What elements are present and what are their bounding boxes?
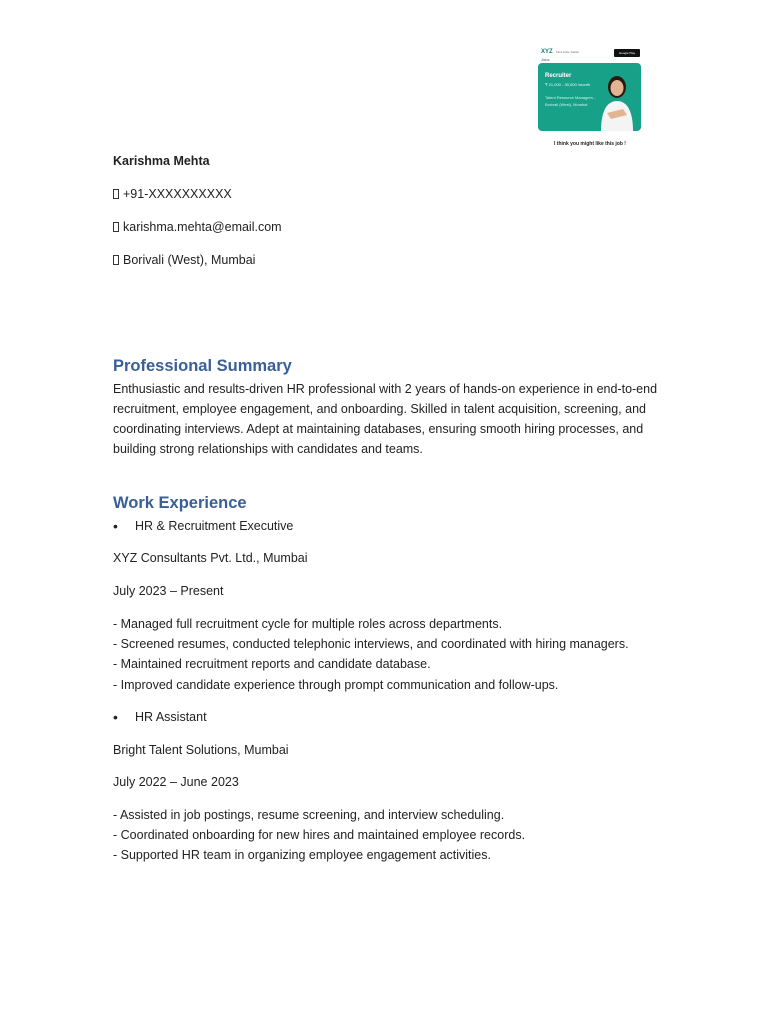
job-dates: July 2022 – June 2023 xyxy=(113,775,239,789)
job-duty: - Screened resumes, conducted telephonic interviews, and coordinated with hiring managers. xyxy=(113,637,629,652)
job-title: HR & Recruitment Executive xyxy=(135,519,294,533)
summary-text: Enthusiastic and results-driven HR professional with 2 years of hands-on experience in end-to-end recruitment, employee engagement, and onboarding. Skilled in talent acquisition, screening, and coordinating interviews. Adept at maintaining databases, ensuring smooth hiring processes, and building strong relationships with candidates and teams. xyxy=(113,382,658,456)
job-title-row xyxy=(113,516,513,536)
ad-job-card[interactable] xyxy=(538,63,641,131)
person-illustration-icon xyxy=(593,71,637,131)
job-company: XYZ Consultants Pvt. Ltd., Mumbai xyxy=(113,551,308,565)
email-icon xyxy=(113,222,119,232)
job-ad-banner[interactable] xyxy=(537,46,643,154)
job-duties-list xyxy=(113,614,629,695)
job-duty: - Assisted in job postings, resume screening, and interview scheduling. xyxy=(113,808,505,822)
location-icon xyxy=(113,255,119,265)
job-duty: - Coordinated onboarding for new hires and maintained employee records. xyxy=(113,828,526,843)
phone-icon xyxy=(113,189,119,199)
email-address[interactable]: karishma.mehta@email.com xyxy=(123,220,282,234)
phone-number: +91-XXXXXXXXXX xyxy=(123,187,232,201)
job-duty: - Managed full recruitment cycle for multiple roles across departments. xyxy=(113,617,503,631)
ad-job-location: Borivali (West), Mumbai xyxy=(545,102,588,107)
ad-logo xyxy=(541,49,553,63)
ad-job-title: Recruiter xyxy=(545,73,572,79)
candidate-name: Karishma Mehta xyxy=(113,154,210,168)
bullet-icon: • xyxy=(113,709,118,725)
ad-tagline: Find Jobs, Faster xyxy=(556,50,580,54)
job-title-row xyxy=(113,707,513,727)
job-company: Bright Talent Solutions, Mumbai xyxy=(113,743,289,757)
ad-logo-sub: Jobs xyxy=(541,57,550,62)
job-duty: - Maintained recruitment reports and candidate database. xyxy=(113,657,431,672)
job-dates: July 2023 – Present xyxy=(113,584,224,598)
job-duty: - Improved candidate experience through prompt communication and follow-ups. xyxy=(113,677,559,692)
location-line xyxy=(113,250,255,270)
experience-heading: Work Experience xyxy=(113,494,247,512)
ad-header xyxy=(537,46,643,62)
location-text: Borivali (West), Mumbai xyxy=(123,253,256,267)
job-title: HR Assistant xyxy=(135,710,207,724)
email-line xyxy=(113,217,282,237)
ad-job-salary: ₹ 21,000 - 30,000 /month xyxy=(545,82,591,87)
phone-line xyxy=(113,184,232,204)
bullet-icon: • xyxy=(113,518,118,534)
ad-logo-text: XYZ xyxy=(541,49,553,55)
google-play-badge[interactable]: Google Play xyxy=(614,49,640,57)
ad-job-role: Talent Resource Managem... xyxy=(545,95,597,100)
job-duty: - Supported HR team in organizing employee engagement activities. xyxy=(113,848,491,863)
summary-heading: Professional Summary xyxy=(113,357,292,375)
ad-caption: I think you might like this job ! xyxy=(554,141,626,147)
job-duties-list xyxy=(113,805,525,866)
